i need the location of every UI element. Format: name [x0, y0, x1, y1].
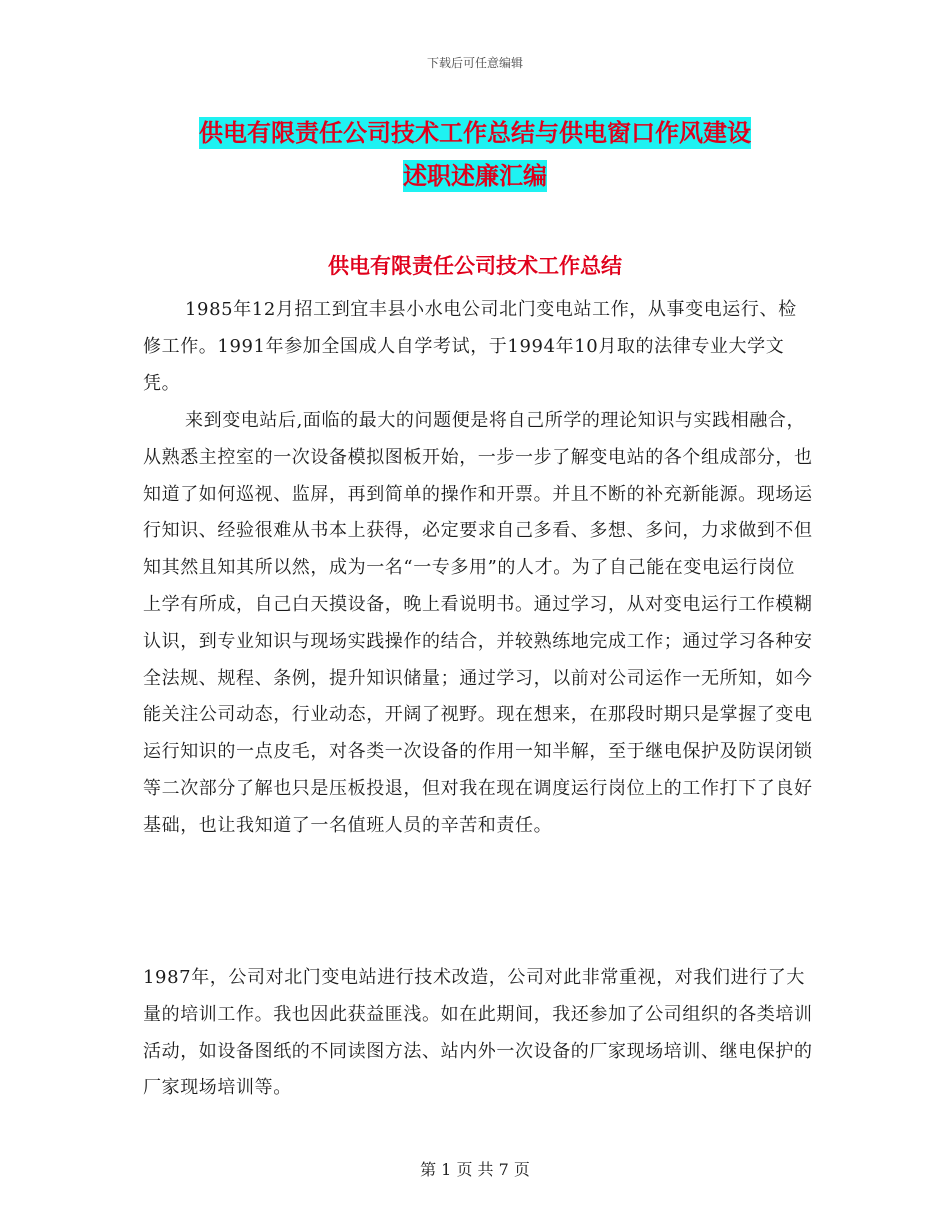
document-title-line-2: [0, 156, 950, 191]
document-title-line-1: [0, 113, 950, 148]
page-number-footer: 第 1 页 共 7 页: [420, 1160, 530, 1179]
section-title: 供电有限责任公司技术工作总结: [328, 254, 622, 278]
paragraph-2: 来到变电站后,面临的最大的问题便是将自己所学的理论知识与实践相融合，从熟悉主控室的一次设备模拟图板开始，一步一步了解变电站的各个组成部分，也知道了如何巡视、监屏，再到简单的操作和开票。并且不断的补充新能源。现场运行知识、经验很难从书本上获得，必定要求自己多看、多想、多问，力求做到不但知其然且知其所以然，成为一名“一专多用”的人才。为了自己能在变电运行岗位上学有所成，自己白天摸设备，晚上看说明书。通过学习，从对变电运行工作模糊认识，到专业知识与现场实践操作的结合，并较熟练地完成工作；通过学习各种安全法规、规程、条例，提升知识储量；通过学习，以前对公司运作一无所知，如今能关注公司动态，行业动态，开阔了视野。现在想来，在那段时期只是掌握了变电运行知识的一点皮毛，对各类一次设备的作用一知半解，至于继电保护及防误闭锁等二次部分了解也只是压板投退，但对我在现在调度运行岗位上的工作打下了良好基础，也让我知道了一名值班人员的辛苦和责任。: [143, 410, 813, 836]
page-header-note: 下载后可任意编辑: [426, 56, 523, 70]
paragraph-3: 1987年，公司对北门变电站进行技术改造，公司对此非常重视，对我们进行了大量的培训工作。我也因此获益匪浅。如在此期间，我还参加了公司组织的各类培训活动，如设备图纸的不同读图方法、站内外一次设备的厂家现场培训、继电保护的厂家现场培训等。: [143, 967, 813, 1099]
paragraph-1: 1985年12月招工到宜丰县小水电公司北门变电站工作，从事变电运行、检修工作。1991年参加全国成人自学考试，于1994年10月取的法律专业大学文凭。: [143, 299, 797, 394]
title-line-2-text: 述职述廉汇编: [403, 162, 547, 190]
title-line-1-text: 供电有限责任公司技术工作总结与供电窗口作风建设: [199, 119, 751, 147]
